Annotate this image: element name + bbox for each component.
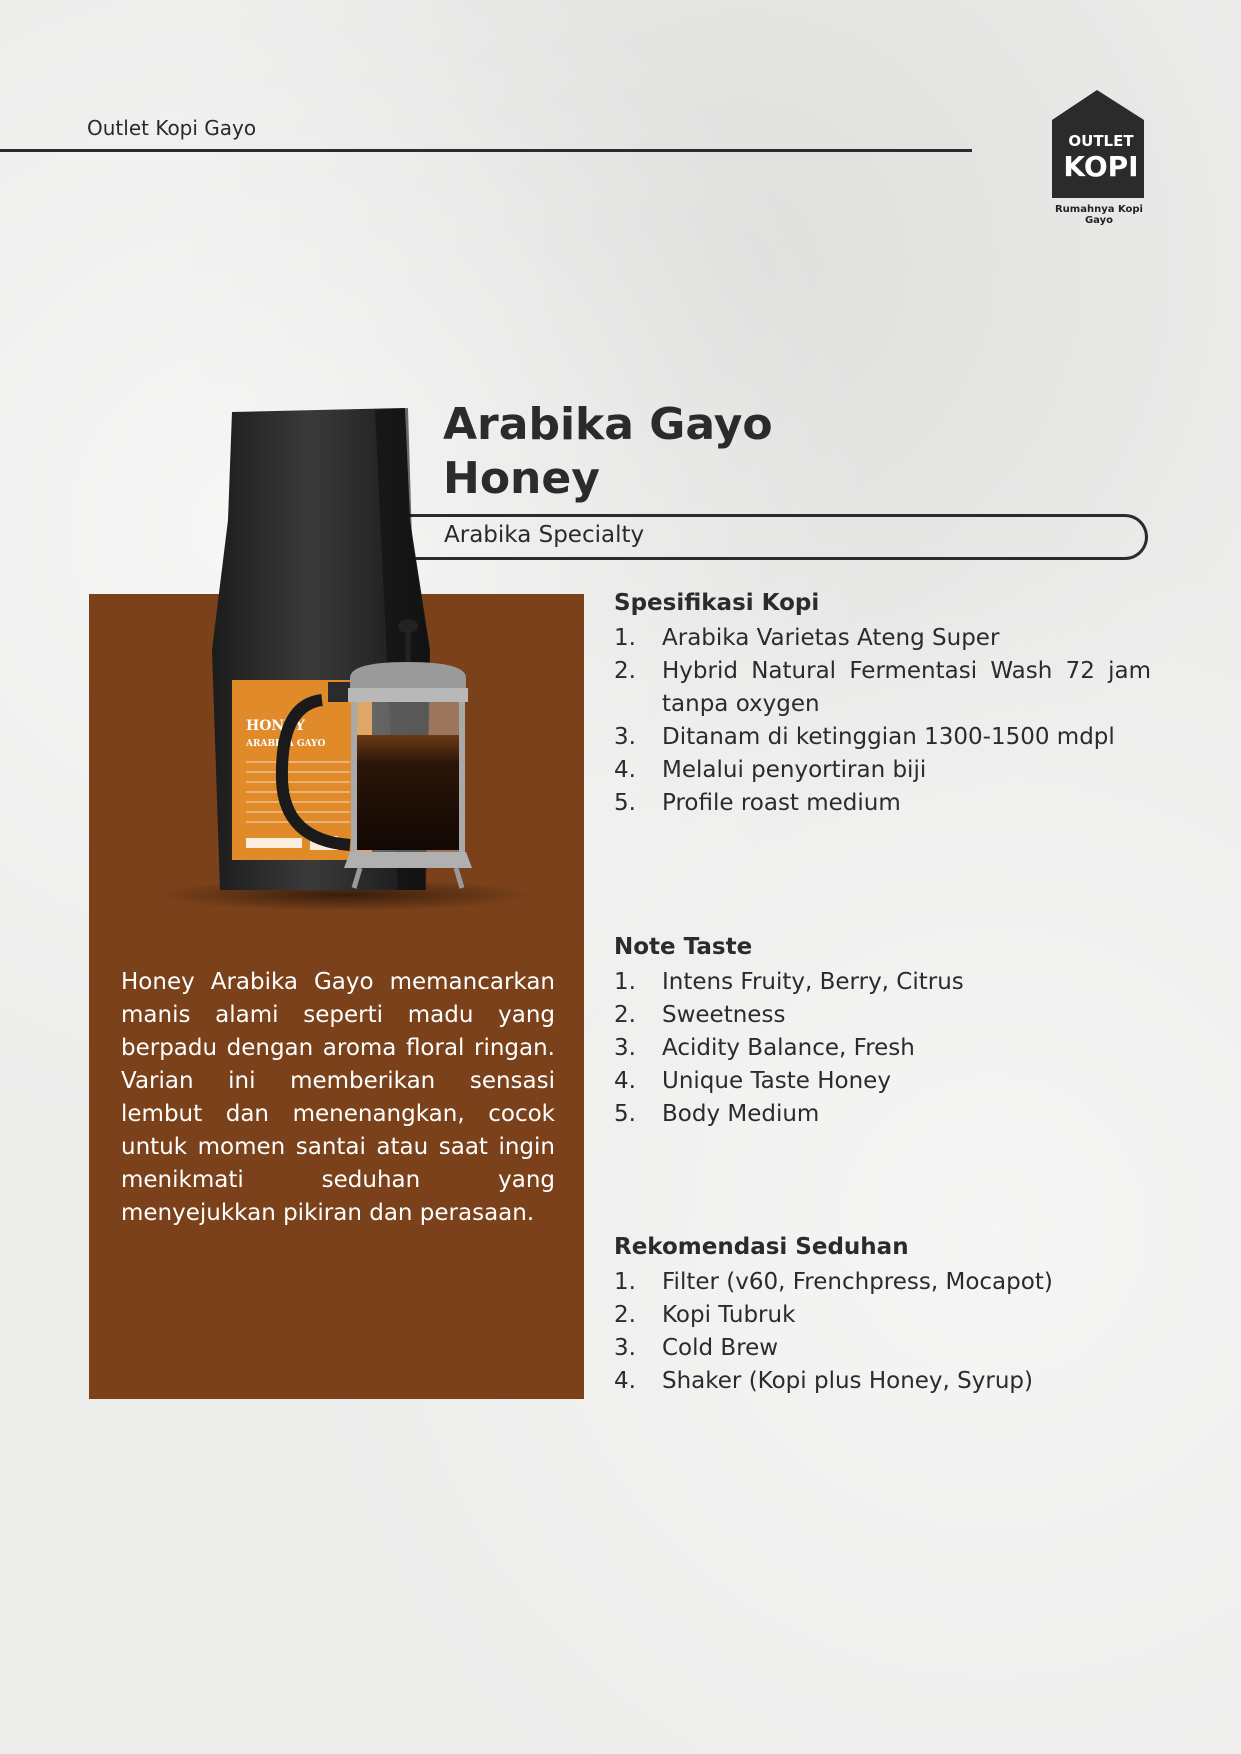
note-taste-list bbox=[614, 966, 1151, 1131]
list-item: 4. Melalui penyortiran biji bbox=[614, 757, 927, 783]
list-item: 1. Arabika Varietas Ateng Super bbox=[614, 625, 1000, 651]
list-item: 4. Shaker (Kopi plus Honey, Syrup) bbox=[614, 1368, 1033, 1394]
rekomendasi-list bbox=[614, 1266, 1151, 1398]
list-item: 3. Ditanam di ketinggian 1300-1500 mdpl bbox=[614, 724, 1115, 750]
header-divider bbox=[0, 149, 972, 152]
logo-line1: OUTLET bbox=[1068, 132, 1134, 150]
list-item: 1. Filter (v60, Frenchpress, Mocapot) bbox=[614, 1269, 1053, 1295]
spesifikasi-section bbox=[614, 590, 1151, 820]
list-item: 5. Body Medium bbox=[614, 1101, 820, 1127]
bag-label-line1: HONEY bbox=[246, 718, 305, 734]
product-image bbox=[150, 400, 530, 910]
bag-label-line2: ARABIKA GAYO bbox=[246, 739, 326, 749]
list-item: 3. Cold Brew bbox=[614, 1335, 779, 1361]
spesifikasi-list bbox=[614, 622, 1151, 820]
product-title-line2: Honey bbox=[443, 453, 600, 504]
note-taste-title: Note Taste bbox=[614, 934, 753, 960]
logo-tagline: Rumahnya Kopi Gayo bbox=[1054, 204, 1143, 226]
list-item: 4. Unique Taste Honey bbox=[614, 1068, 891, 1094]
rekomendasi-title: Rekomendasi Seduhan bbox=[614, 1234, 909, 1260]
brand-label: Outlet Kopi Gayo bbox=[87, 116, 257, 140]
product-description: Honey Arabika Gayo memancarkan manis alami seperti madu yang berpadu dengan aroma floral ringan. Varian ini memberikan sensasi lembut dan menenangkan, cocok untuk momen santai atau saat ingin menikmati seduhan yang menyejukkan pikiran dan perasaan. bbox=[121, 969, 555, 1226]
product-title-line1: Arabika Gayo bbox=[443, 399, 773, 450]
list-item: 2. Kopi Tubruk bbox=[614, 1302, 796, 1328]
list-item: 3. Acidity Balance, Fresh bbox=[614, 1035, 915, 1061]
note-taste-section bbox=[614, 934, 1151, 1131]
list-item: 1. Intens Fruity, Berry, Citrus bbox=[614, 969, 964, 995]
outlet-kopi-logo bbox=[1046, 88, 1156, 226]
house-logo-icon bbox=[1046, 88, 1156, 200]
category-label: Arabika Specialty bbox=[444, 522, 645, 548]
list-item: 2. Hybrid Natural Fermentasi Wash 72 jam tanpa oxygen bbox=[614, 658, 1151, 717]
logo-line2: KOPI bbox=[1063, 150, 1139, 183]
spesifikasi-title: Spesifikasi Kopi bbox=[614, 590, 820, 616]
list-item: 2. Sweetness bbox=[614, 1002, 786, 1028]
list-item: 5. Profile roast medium bbox=[614, 790, 901, 816]
rekomendasi-section bbox=[614, 1234, 1151, 1398]
